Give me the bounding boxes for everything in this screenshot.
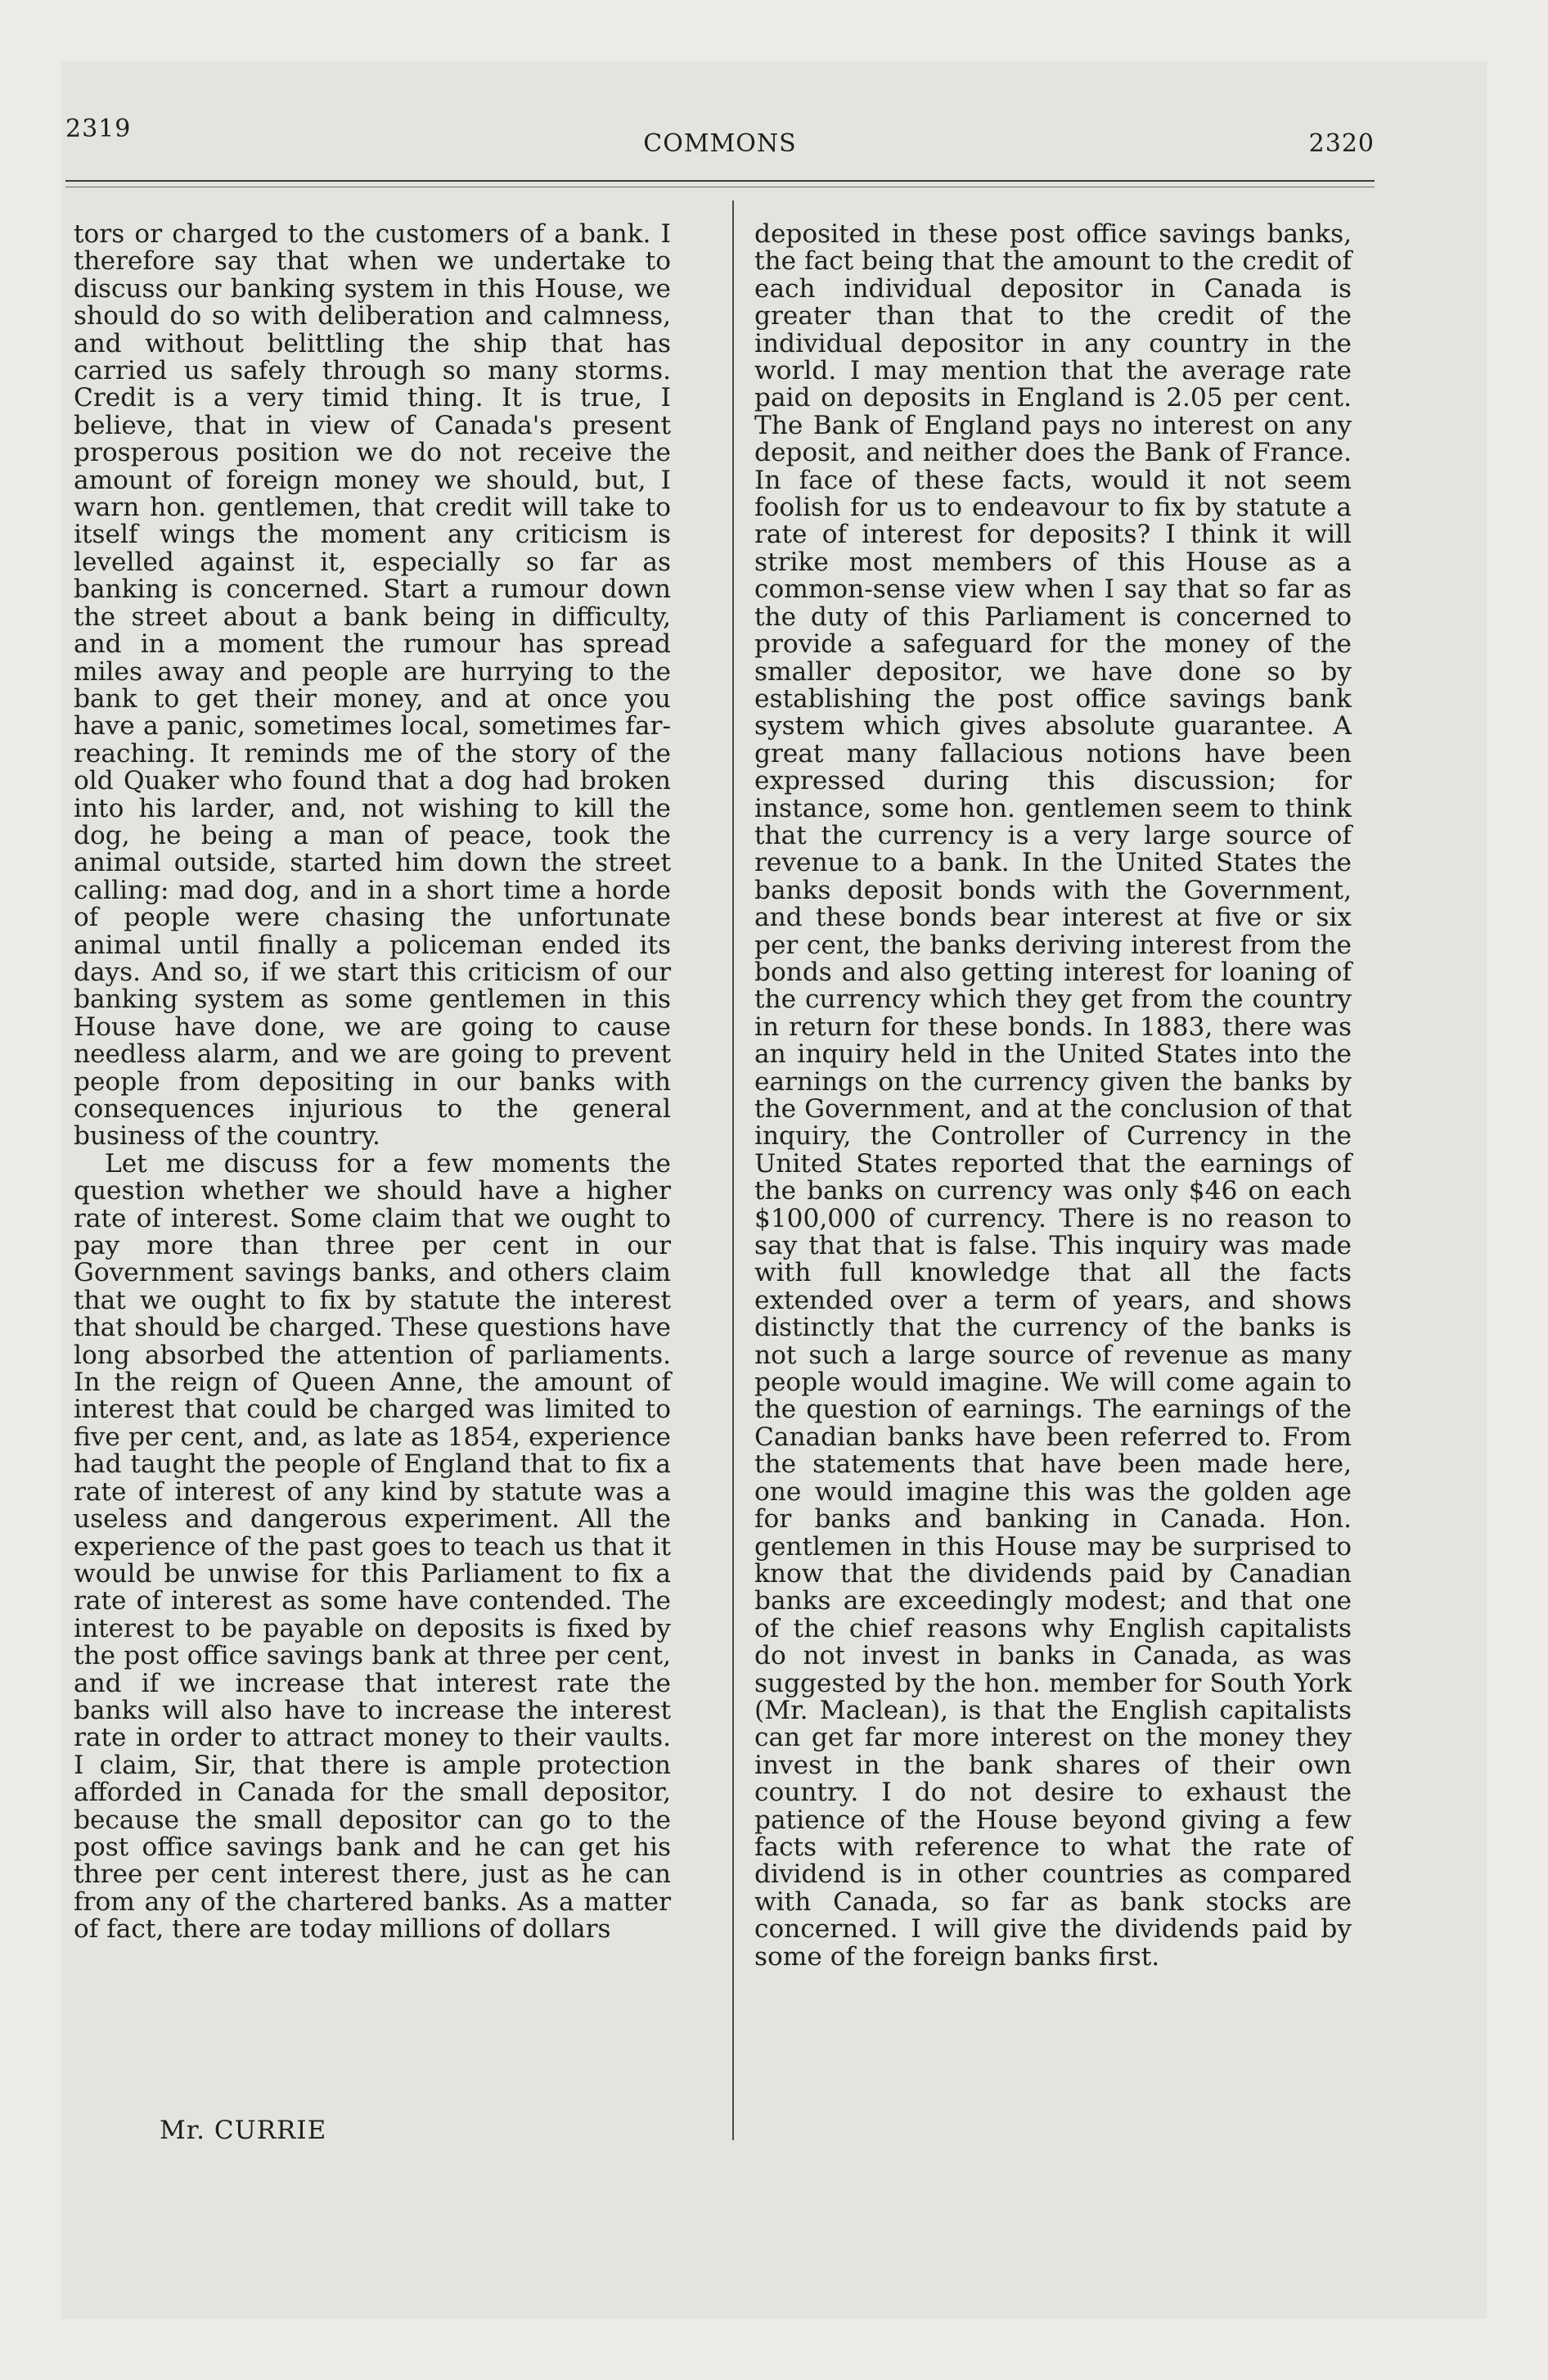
running-title: COMMONS bbox=[643, 129, 797, 158]
page-header bbox=[65, 65, 1375, 158]
right-paragraph-1: deposited in these post office savings banks, the fact being that the amount to the credit of each individual depositor in Canada is greater than that to the credit of the individual depositor in any country in the world. I may mention that the average rate paid on deposits in England is 2.05 per cent. The Bank of England pays no interest on any deposit, and neither does the Bank of France. In face of these facts, would it not seem foolish for us to endeavour to fix by statute a rate of interest for deposits? I think it will strike most members of this House as a common-sense view when I say that so far as the duty of this Parliament is concerned to provide a safeguard for the money of the smaller depositor, we have done so by establishing the post office savings bank system which gives absolute guarantee. A great many fallacious notions have been expressed during this discussion; for instance, some hon. gentlemen seem to think that the currency is a very large source of revenue to a bank. In the United States the banks deposit bonds with the Government, and these bonds bear interest at five or six per cent, the banks deriving interest from the bonds and also getting interest for loaning of the currency which they get from the country in return for these bonds. In 1883, there was an inquiry held in the United States into the earnings on the currency given the banks by the Government, and at the conclusion of that inquiry, the Controller of Currency in the United States reported that the earnings of the banks on currency was only $46 on each $100,000 of currency. There is no reason to say that that is false. This inquiry was made with full knowledge that all the facts extended over a term of years, and shows distinctly that the currency of the banks is not such a large source of revenue as many people would imagine. We will come again to the question of earnings. The earnings of the Canadian banks have been referred to. From the statements that have been made here, one would imagine this was the golden age for banks and banking in Canada. Hon. gentlemen in this House may be surprised to know that the dividends paid by Canadian banks are exceedingly modest; and that one of the chief reasons why English capitalists do not invest in banks in Canada, as was suggested by the hon. member for South York (Mr. Maclean), is that the English capitalists can get far more interest on the money they invest in the bank shares of their own country. I do not desire to exhaust the patience of the House beyond giving a few facts with reference to what the rate of dividend is in other countries as compared with Canada, so far as bank stocks are concerned. I will give the dividends paid by some of the foreign banks first. bbox=[754, 219, 1352, 1972]
page-number-right: 2320 bbox=[1308, 129, 1375, 158]
left-column bbox=[74, 221, 671, 1944]
left-paragraph-1: tors or charged to the customers of a bank. I therefore say that when we undertake to discuss our banking system in this House, we should do so with deliberation and calmness, and without belittling the ship that has carried us safely through so many storms. Credit is a very timid thing. It is true, I believe, that in view of Canada's present prosperous position we do not receive the amount of foreign money we should, but, I warn hon. gentlemen, that credit will take to itself wings the moment any criticism is levelled against it, especially so far as banking is concerned. Start a rumour down the street about a bank being in difficulty, and in a moment the rumour has spread miles away and people are hurrying to the bank to get their money, and at once you have a panic, sometimes local, sometimes far-reaching. It reminds me of the story of the old Quaker who found that a dog had broken into his larder, and, not wishing to kill the dog, he being a man of peace, took the animal outside, started him down the street calling: mad dog, and in a short time a horde of people were chasing the unfortunate animal until finally a policeman ended its days. And so, if we start this criticism of our banking system as some gentlemen in this House have done, we are going to cause needless alarm, and we are going to prevent people from depositing in our banks with consequences injurious to the general business of the country. bbox=[74, 219, 671, 1152]
left-paragraph-2: Let me discuss for a few moments the question whether we should have a higher rate of interest. Some claim that we ought to pay more than three per cent in our Government savings banks, and others claim that we ought to fix by statute the interest that should be charged. These questions have long absorbed the attention of parliaments. In the reign of Queen Anne, the amount of interest that could be charged was limited to five per cent, and, as late as 1854, experience had taught the people of England that to fix a rate of interest of any kind by statute was a useless and dangerous experiment. All the experience of the past goes to teach us that it would be unwise for this Parliament to fix a rate of interest as some have contended. The interest to be payable on deposits is fixed by the post office savings bank at three per cent, and if we increase that interest rate the banks will also have to increase the interest rate in order to attract money to their vaults. I claim, Sir, that there is ample protection afforded in Canada for the small depositor, because the small depositor can go to the post office savings bank and he can get his three per cent interest there, just as he can from any of the chartered banks. As a matter of fact, there are today millions of dollars bbox=[74, 1148, 671, 1945]
speaker-footer: Mr. CURRIE bbox=[160, 2116, 327, 2145]
right-column bbox=[754, 221, 1352, 1971]
page-number-left: 2319 bbox=[65, 115, 132, 143]
header-rule bbox=[65, 180, 1375, 182]
column-divider bbox=[732, 201, 734, 2140]
